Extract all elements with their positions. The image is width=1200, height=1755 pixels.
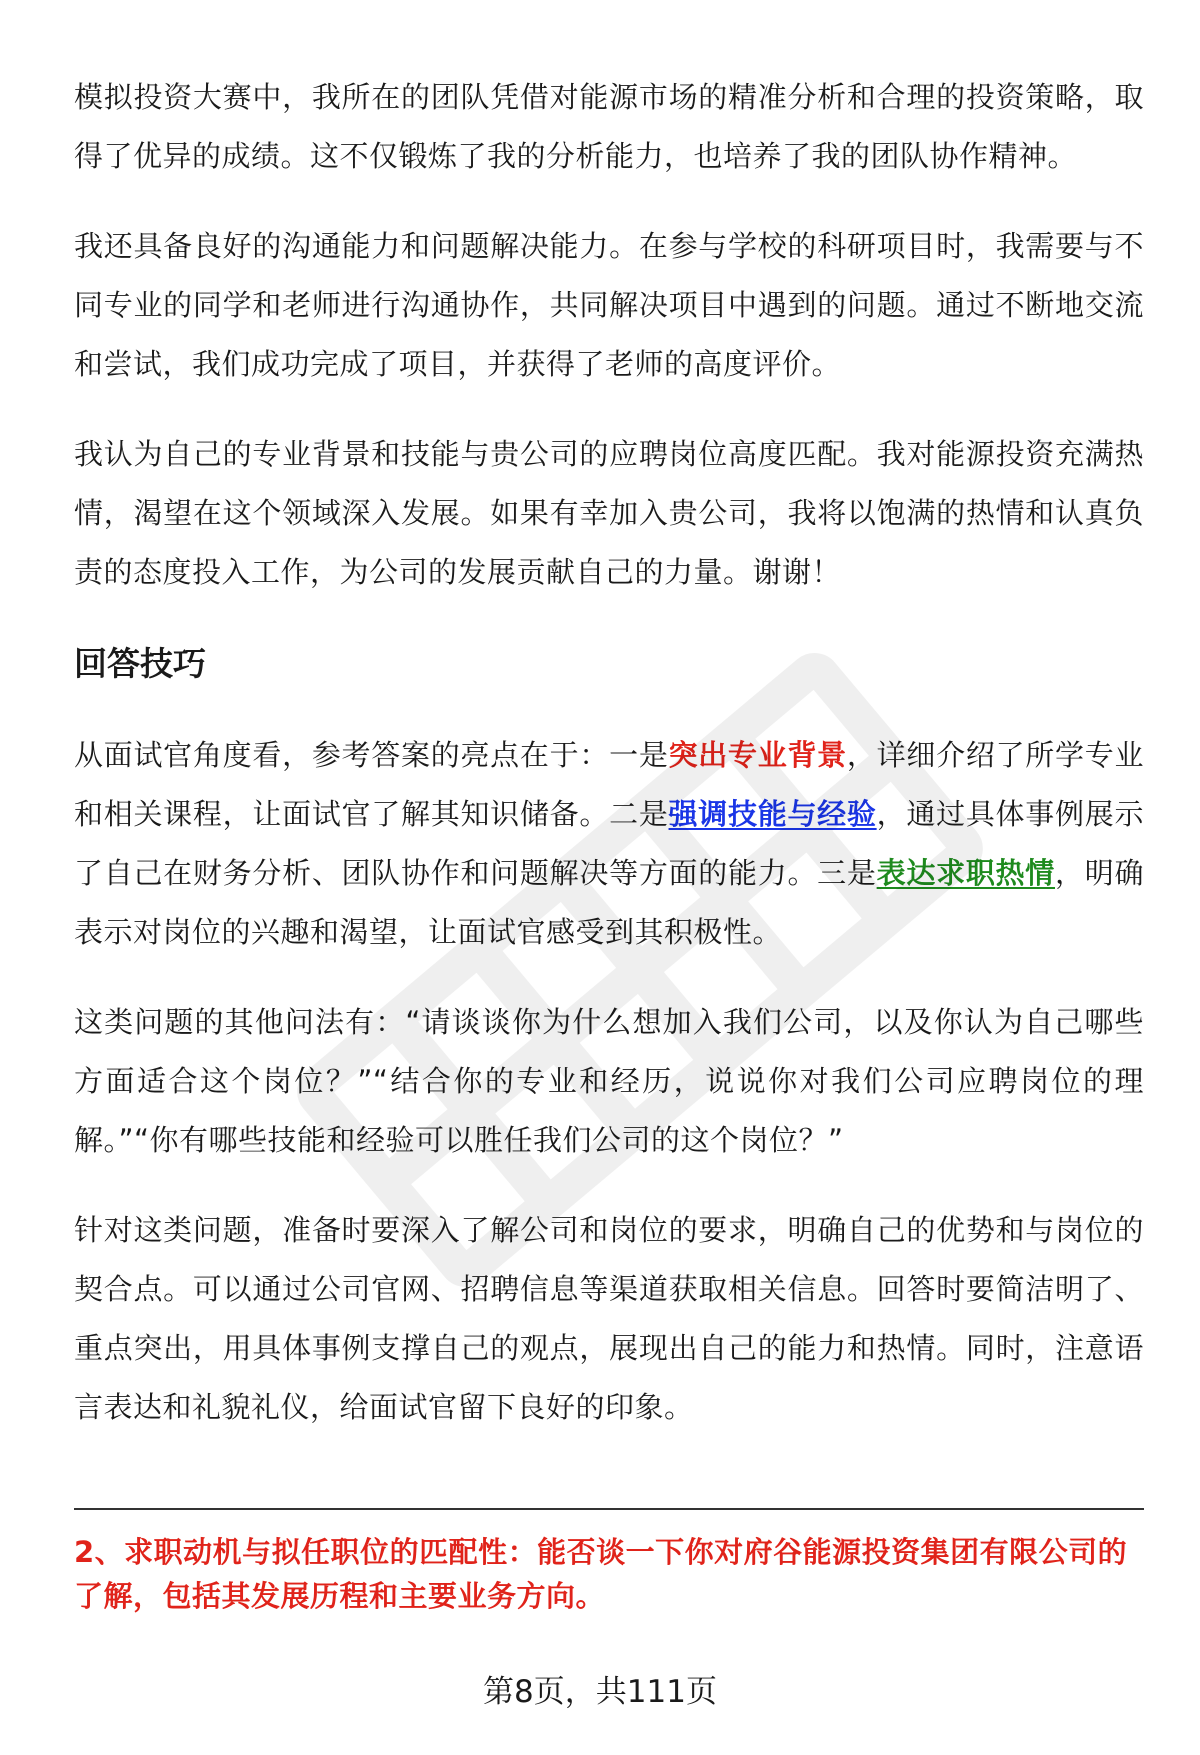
paragraph-competition: 模拟投资大赛中，我所在的团队凭借对能源市场的精准分析和合理的投资策略，取得了优异的成绩。这不仅锻炼了我的分析能力，也培养了我的团队协作精神。 bbox=[74, 80, 1144, 173]
page-number: 第8页，共111页 bbox=[483, 1674, 717, 1710]
tips-text-4: ，明确表示对岗位的兴趣和渴望，让面试官感受到其积极性。 bbox=[74, 856, 1144, 949]
section-heading: 回答技巧 bbox=[74, 644, 206, 683]
section-divider bbox=[74, 1508, 1144, 1510]
highlight-professional-background: 突出专业背景 bbox=[668, 738, 847, 772]
paragraph-alternative-questions: 这类问题的其他问法有：“请谈谈你为什么想加入我们公司，以及你认为自己哪些方面适合这个岗位？”“结合你的专业和经历，说说你对我们公司应聘岗位的理解。”“你有哪些技能和经验可以胜任我们公司的这个岗位？” bbox=[74, 1005, 1144, 1157]
paragraph-match: 我认为自己的专业背景和技能与贵公司的应聘岗位高度匹配。我对能源投资充满热情，渴望在这个领域深入发展。如果有幸加入贵公司，我将以饱满的热情和认真负责的态度投入工作，为公司的发展贡献自己的力量。谢谢！ bbox=[74, 437, 1144, 589]
tips-text-3: ，通过具体事例展示了自己在财务分析、团队协作和问题解决等方面的能力。三是 bbox=[74, 797, 1144, 890]
paragraph-tips bbox=[74, 726, 1144, 962]
highlight-skills-experience: 强调技能与经验 bbox=[668, 797, 877, 831]
paragraph-communication: 我还具备良好的沟通能力和问题解决能力。在参与学校的科研项目时，我需要与不同专业的同学和老师进行沟通协作，共同解决项目中遇到的问题。通过不断地交流和尝试，我们成功完成了项目，并获得了老师的高度评价。 bbox=[74, 229, 1144, 381]
paragraph-preparation-advice: 针对这类问题，准备时要深入了解公司和岗位的要求，明确自己的优势和与岗位的契合点。可以通过公司官网、招聘信息等渠道获取相关信息。回答时要简洁明了、重点突出，用具体事例支撑自己的观点，展现出自己的能力和热情。同时，注意语言表达和礼貌礼仪，给面试官留下良好的印象。 bbox=[74, 1213, 1144, 1424]
highlight-job-passion: 表达求职热情 bbox=[876, 856, 1056, 890]
tips-text-1: 从面试官角度看，参考答案的亮点在于：一是 bbox=[74, 738, 669, 772]
document-body bbox=[74, 68, 1144, 1468]
next-question: 2、求职动机与拟任职位的匹配性：能否谈一下你对府谷能源投资集团有限公司的了解，包括其发展历程和主要业务方向。 bbox=[74, 1535, 1128, 1613]
tips-text-2: ，详细介绍了所学专业和相关课程，让面试官了解其知识储备。二是 bbox=[74, 738, 1144, 831]
